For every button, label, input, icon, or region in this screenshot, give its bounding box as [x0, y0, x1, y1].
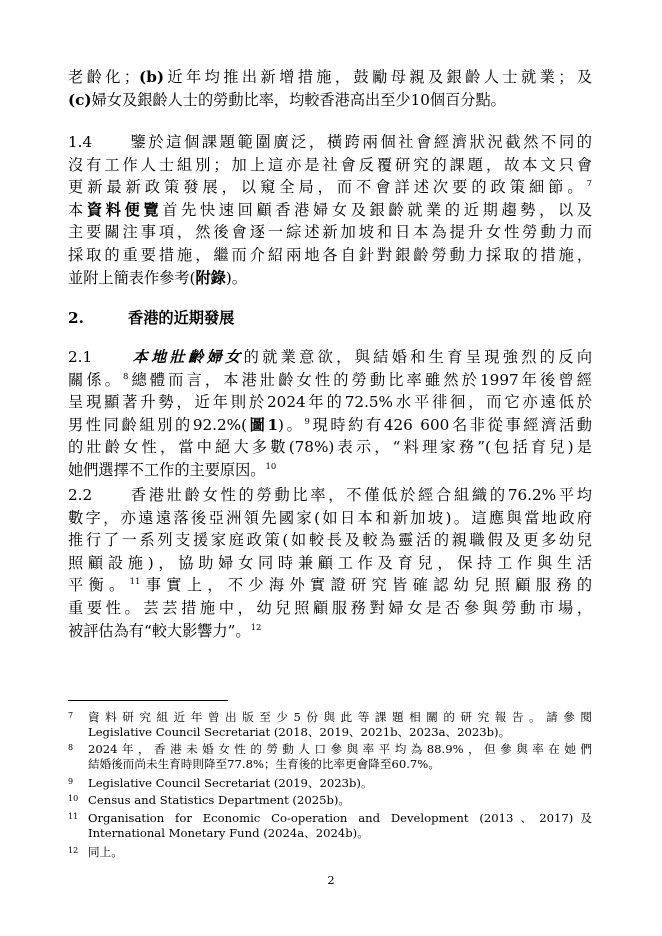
footnote-11 [68, 811, 592, 842]
text-line: 數字，亦遠遠落後亞洲領先國家(如日本和新加坡)。這應與當地政府 [68, 508, 592, 527]
text-line: 關係。$^8$總體而言，本港壯齡女性的勞動比率雖然於1997年後曾經 [68, 370, 592, 389]
appendix-link[interactable]: 附錄 [195, 268, 226, 287]
footnote-9 [68, 776, 592, 791]
footnote-line: 8 2024年，香港未婚女性的勞動人口參與率平均為88.9%，但參與率在她們 [68, 742, 592, 756]
text-line: 推行了一系列支援家庭政策(如較長及較為靈活的親職假及更多幼兒 [68, 531, 592, 550]
paragraph-1-4 [68, 131, 592, 289]
footnote-line: 7 資料研究組近年曾出版至少5份與此等課題相關的研究報告。請參閱 [68, 710, 592, 724]
footnote-7 [68, 710, 592, 741]
footnote-ref[interactable]: 7 [586, 179, 592, 190]
footnote-ref[interactable]: 10 [265, 461, 277, 472]
figure-link[interactable]: 圖1 [247, 415, 279, 434]
footnote-ref[interactable]: 9 [304, 416, 310, 427]
text-line: 1.4 鑒於這個課題範圍廣泛，橫跨兩個社會經濟狀況截然不同的 [68, 133, 592, 151]
text-line: 2.1 本地壯齡婦女的就業意欲，與結婚和生育呈現強烈的反向 [68, 348, 592, 366]
text-line: 被評估為有“較大影響力”。$^{12}$ [68, 621, 262, 640]
text-line: (c)婦女及銀齡人士的勞動比率，均較香港高出至少10個百分點。 [68, 90, 506, 109]
footnote-ref[interactable]: 12 [250, 622, 262, 633]
continuation-paragraph [68, 66, 592, 111]
footnote-10 [68, 793, 592, 808]
footnote-line: 9 Legislative Council Secretariat (2019、2023b)。 [68, 776, 373, 790]
text-line: 男性同齡組別的92.2%(圖1)。$^9$現時約有426 600名非從事經濟活動 [68, 415, 592, 434]
footnote-line: 10 Census and Statistics Department (2025b)。 [68, 793, 350, 807]
footnote-8 [68, 742, 592, 773]
footnote-ref[interactable]: 8 [123, 371, 129, 382]
text-line: 的壯齡女性，當中絕大多數(78%)表示，“料理家務”(包括育兒)是 [68, 438, 592, 457]
text-line: 採取的重要措施，繼而介紹兩地各自針對銀齡勞動力採取的措施， [68, 245, 592, 264]
text-line: 平衡。$^{11}$事實上，不少海外實證研究皆確認幼兒照顧服務的 [68, 576, 592, 595]
section-heading: 2. 香港的近期發展 [68, 309, 235, 327]
footnote-line: Legislative Council Secretariat (2018、2019、2021b、2023a、2023b)。 [88, 725, 511, 740]
text-line: 主要關注事項，然後會逐一綜述新加坡和日本為提升女性勞動力而 [68, 223, 592, 242]
text-line: 2.2 香港壯齡女性的勞動比率，不僅低於經合組織的76.2%平均 [68, 486, 592, 504]
footnote-line: 11 Organisation for Economic Co-operation and Development (2013、2017)及 [68, 811, 592, 825]
text-line: 重要性。芸芸措施中，幼兒照顧服務對婦女是否參與勞動市場， [68, 598, 592, 617]
footnote-line: 結婚後而尚未生育時則降至77.8%；生育後的比率更會降至60.7%。 [88, 757, 440, 772]
footnote-12 [68, 845, 592, 860]
text-line: 沒有工作人士組別；加上這亦是社會反覆研究的課題，故本文只會 [68, 155, 592, 174]
text-line: 本資料便覽首先快速回顧香港婦女及銀齡就業的近期趨勢，以及 [68, 200, 592, 219]
footnote-divider [68, 700, 228, 701]
footnote-line: 12 同上。 [68, 845, 123, 859]
text-line: 並附上簡表作參考(附錄)。 [68, 268, 247, 287]
text-line: 老齡化；(b)近年均推出新增措施，鼓勵母親及銀齡人士就業；及 [68, 68, 592, 86]
paragraph-2-1 [68, 346, 592, 482]
footnote-line: International Monetary Fund (2024a、2024b)。 [88, 826, 369, 841]
text-line: 她們選擇不工作的主要原因。$^{10}$ [68, 460, 277, 479]
text-line: 更新最新政策發展，以窺全局，而不會詳述次要的政策細節。$^7$ [68, 178, 592, 197]
text-line: 呈現顯著升勢，近年則於2024年的72.5%水平徘徊，而它亦遠低於 [68, 393, 592, 412]
text-line: 照顧設施)，協助婦女同時兼顧工作及育兒，保持工作與生活 [68, 553, 592, 572]
footnote-ref[interactable]: 11 [129, 577, 141, 588]
paragraph-2-2 [68, 484, 592, 642]
page-number: 2 [327, 873, 335, 887]
